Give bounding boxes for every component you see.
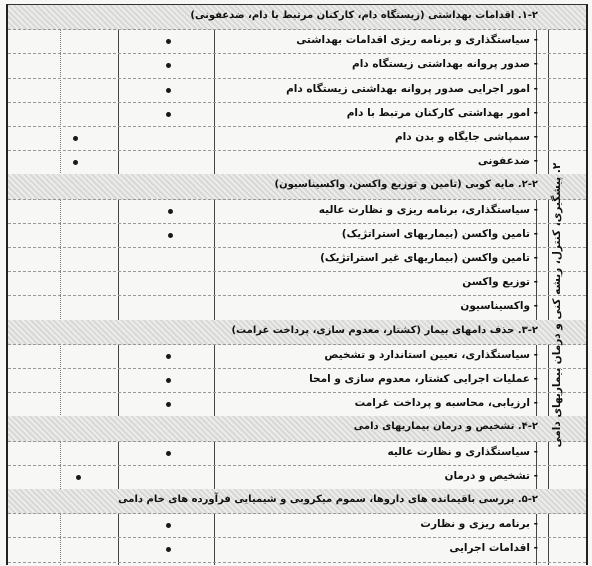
table-row <box>8 441 586 466</box>
row-text: - تامین واکسن (بیماریهای غیر استراتژیک) <box>320 252 538 264</box>
table-row <box>8 102 586 127</box>
checkmark-dot <box>166 354 171 359</box>
row-text: - امور اجرایی صدور پروانه بهداشتی زیستگاه دام <box>286 82 538 95</box>
table-row <box>8 29 586 54</box>
row-text: - امور بهداشتی کارکنان مرتبط با دام <box>346 106 538 119</box>
row-text: - سیاستگذاری، تعیین استاندارد و تشخیص <box>324 348 538 361</box>
table-row <box>8 150 586 175</box>
checkmark-dot <box>166 63 171 68</box>
section-header-row <box>8 416 586 441</box>
table-frame <box>6 4 588 565</box>
checkmark-dot <box>166 523 171 528</box>
checkmark-dot <box>166 39 171 44</box>
section-header-row <box>8 174 586 199</box>
row-text: ۲-۲. مایه کوبی (تامین و توزیع واکسن، واکسیناسیون) <box>274 179 538 191</box>
table-row <box>8 537 586 562</box>
section-header-row <box>8 5 586 30</box>
table-row <box>8 392 586 417</box>
checkmark-dot <box>166 112 171 117</box>
section-header-row <box>8 320 586 345</box>
table-row <box>8 199 586 224</box>
row-text: - اقدامات اجرایی <box>449 542 538 555</box>
row-text: - سیاستگذاری و برنامه ریزی اقدامات بهداشتی <box>296 34 538 47</box>
section-label <box>544 155 570 455</box>
checkmark-dot <box>166 88 171 93</box>
checkmark-dot <box>166 547 171 552</box>
checkmark-dot <box>166 378 171 383</box>
table-row <box>8 344 586 369</box>
row-text: - تامین واکسن (بیماریهای استراتژیک) <box>341 227 538 240</box>
row-text: - واکسیناسیون <box>460 300 538 313</box>
row-text: - ارزیابی، محاسبه و پرداخت غرامت <box>354 397 538 410</box>
checkmark-dot <box>73 136 78 141</box>
row-text: - سمپاشی جایگاه و بدن دام <box>394 131 538 143</box>
checkmark-dot <box>166 451 171 456</box>
row-text: - برنامه ریزی و نظارت <box>420 518 538 531</box>
table-row <box>8 295 586 320</box>
row-text: ۳-۲. حذف دامهای بیمار (کشتار، معدوم سازی، پرداخت غرامت) <box>231 324 538 336</box>
checkmark-dot <box>76 475 81 480</box>
row-text: - سیاستگذاری، برنامه ریزی و نظارت عالیه <box>318 203 538 216</box>
table-row <box>8 126 586 151</box>
row-text: ۵-۲. بررسی باقیمانده های داروها، سموم میکروبی و شیمیایی فرآورده های خام دامی <box>118 494 538 505</box>
checkmark-dot <box>168 233 173 238</box>
row-text: - توزیع واکسن <box>462 276 538 289</box>
row-text: - عملیات اجرایی کشتار، معدوم سازی و امحا <box>309 373 538 385</box>
section-title: ۲. پیشگیری، کنترل، ریشه کنی و درمان بیماریهای دامی <box>551 162 563 448</box>
checkmark-dot <box>166 402 171 407</box>
table-row <box>8 465 586 490</box>
table-row <box>8 78 586 103</box>
section-header-row <box>8 489 586 514</box>
checkmark-dot <box>168 209 173 214</box>
table-row <box>8 53 586 78</box>
table-row <box>8 247 586 272</box>
table-row <box>8 223 586 248</box>
row-text: - سیاستگذاری و نظارت عالیه <box>387 445 538 458</box>
row-text: - صدور پروانه بهداشتی زیستگاه دام <box>352 58 538 71</box>
table-row <box>8 513 586 538</box>
checkmark-dot <box>73 160 78 165</box>
table-row <box>8 368 586 393</box>
row-text: ۴-۲. تشخیص و درمان بیماریهای دامی <box>353 421 538 433</box>
row-text: - ضدعفونی <box>477 155 538 168</box>
row-text: - تشخیص و درمان <box>444 469 538 482</box>
row-text: ۱-۲. اقدامات بهداشتی (زیستگاه دام، کارکنان مرتبط با دام، ضدعفونی) <box>190 10 538 21</box>
table-row <box>8 271 586 296</box>
